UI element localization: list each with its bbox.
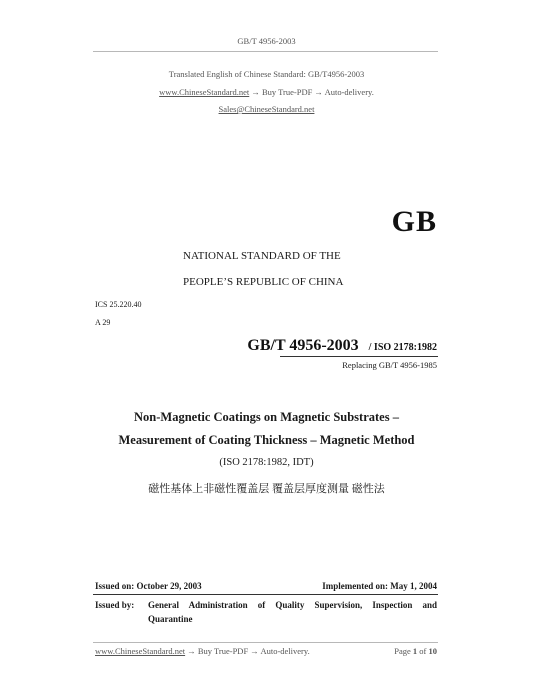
implemented-date: Implemented on: May 1, 2004 bbox=[322, 581, 437, 591]
page-indicator bbox=[394, 646, 437, 656]
designation-rule bbox=[280, 356, 438, 357]
national-standard-line: NATIONAL STANDARD OF THE bbox=[183, 250, 341, 262]
buy-text: → Buy True-PDF → Auto-delivery. bbox=[251, 87, 374, 97]
adoption-note: (ISO 2178:1982, IDT) bbox=[219, 457, 314, 468]
prc-line: PEOPLE’S REPUBLIC OF CHINA bbox=[183, 276, 344, 288]
email-link[interactable]: Sales@ChineseStandard.net bbox=[218, 104, 315, 114]
issued-date: Issued on: October 29, 2003 bbox=[95, 581, 202, 591]
buy-line bbox=[0, 87, 533, 97]
chinese-title: 磁性基体上非磁性覆盖层 覆盖层厚度测量 磁性法 bbox=[148, 483, 385, 495]
issuer-name-line2: Quarantine bbox=[148, 614, 193, 624]
email-line bbox=[0, 104, 533, 114]
page-of: of bbox=[419, 646, 427, 656]
translation-note: Translated English of Chinese Standard: GB/T4956-2003 bbox=[168, 69, 365, 79]
ics-code: ICS 25.220.40 bbox=[95, 300, 142, 309]
title-line2: Measurement of Coating Thickness – Magnetic Method bbox=[118, 433, 415, 447]
footer-rule bbox=[93, 642, 438, 643]
running-header: GB/T 4956-2003 bbox=[237, 36, 296, 46]
gb-logo: GB bbox=[391, 205, 437, 238]
issued-by-label: Issued by: bbox=[95, 600, 135, 610]
footer-buy-text: → Buy True-PDF → Auto-delivery. bbox=[187, 646, 310, 656]
ccs-code: A 29 bbox=[95, 318, 111, 327]
dates-rule bbox=[93, 594, 438, 595]
title-line1: Non-Magnetic Coatings on Magnetic Substrates – bbox=[134, 410, 399, 424]
page-total: 10 bbox=[428, 646, 437, 656]
page-number: 1 bbox=[412, 646, 418, 656]
issuer-name-line1: General Administration of Quality Supervision, Inspection and bbox=[148, 600, 437, 610]
standard-number: GB/T 4956-2003 bbox=[247, 337, 359, 354]
designation bbox=[247, 337, 437, 355]
footer-site-link[interactable]: www.ChineseStandard.net bbox=[95, 646, 186, 656]
page-prefix: Page bbox=[394, 646, 411, 656]
header-rule bbox=[93, 51, 438, 52]
replacing-note: Replacing GB/T 4956-1985 bbox=[342, 360, 437, 370]
site-link[interactable]: www.ChineseStandard.net bbox=[159, 87, 250, 97]
iso-equivalent: / ISO 2178:1982 bbox=[368, 342, 437, 353]
footer-buy-line bbox=[95, 646, 310, 656]
